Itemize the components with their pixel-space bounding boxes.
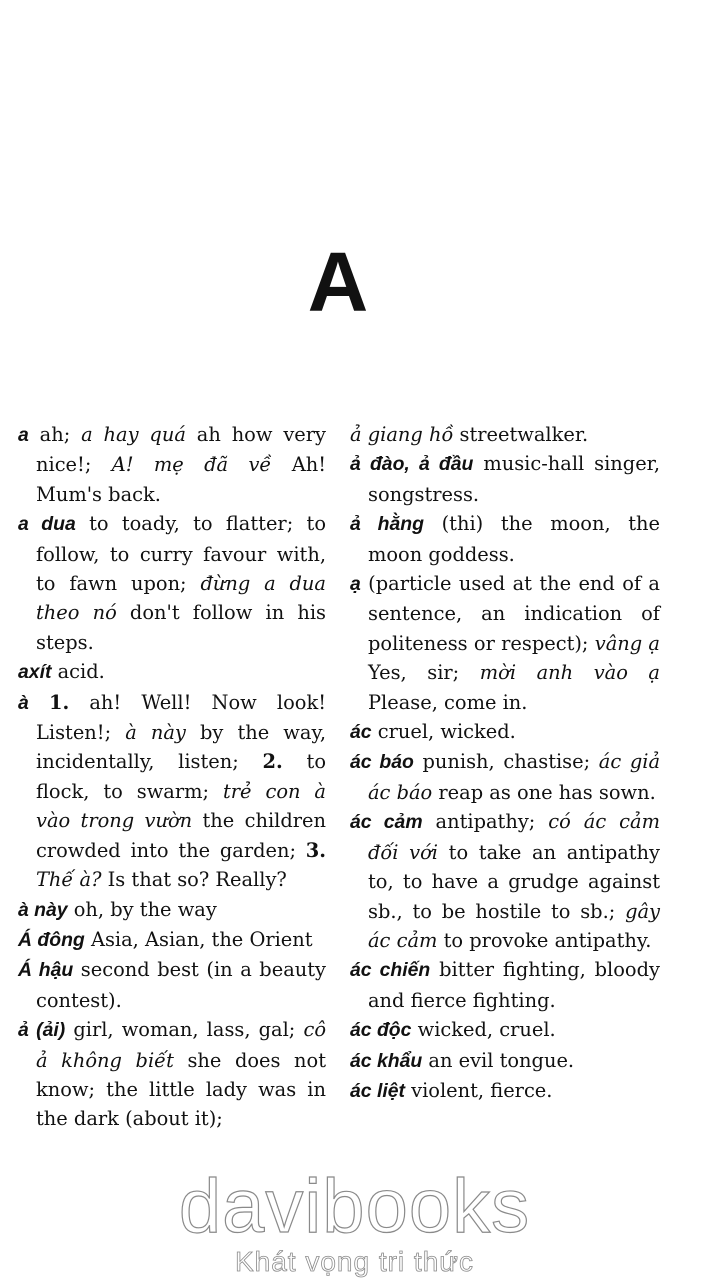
entry-definition: ah how very nice!; (36, 423, 326, 477)
entry-definition: punish, chastise; (413, 750, 599, 774)
entry-example: trẻ con à vào trong vườn (36, 779, 326, 833)
entry-headword: axít (18, 661, 52, 684)
entry-headword: ác liệt (350, 1079, 405, 1102)
entry-definition: Please, come in. (368, 690, 528, 714)
entry-headword: a (18, 424, 29, 446)
entry-headword: ả hằng (350, 513, 424, 536)
entry-example: cô ả không biết (36, 1018, 326, 1072)
entry-definition: Asia, Asian, the Orient (84, 927, 313, 951)
watermark-tagline: Khát vọng tri thức (234, 1246, 475, 1277)
entry-definition: ah! Well! Now look! Listen!; (36, 690, 326, 745)
entry-headword: ả đào, ả đầu (350, 453, 474, 476)
dictionary-column-right (350, 420, 660, 1106)
dictionary-entry (350, 509, 660, 569)
entry-definition: Ah! Mum's back. (36, 453, 326, 506)
entry-definition: girl, woman, lass, gal; (65, 1018, 304, 1042)
entry-definition: violent, fierce. (404, 1078, 553, 1102)
entry-headword: ác cảm (350, 811, 423, 834)
entry-headword: a dua (18, 513, 76, 536)
dictionary-entry (18, 509, 326, 657)
dictionary-column-left (18, 420, 326, 1134)
dictionary-entry (350, 569, 660, 717)
entry-definition: oh, by the way (67, 897, 217, 921)
entry-definition: to take an antipathy to, to have a grudge against sb., to be hostile to sb.; (368, 840, 660, 923)
entry-definition: don't follow in his steps. (36, 601, 326, 654)
entry-definition: second best (in a beauty contest). (36, 958, 326, 1012)
dictionary-entry (350, 717, 660, 747)
section-letter-heading: A (307, 235, 369, 329)
watermark-logo: davibooks (178, 1164, 531, 1249)
entry-headword: Á đông (18, 928, 85, 951)
entry-headword: ác (350, 721, 372, 744)
entry-definition: to flock, to swarm; (36, 750, 326, 803)
entry-definition: antipathy; (422, 810, 549, 834)
entry-definition: acid. (51, 660, 105, 684)
entry-definition: to provoke antipathy. (437, 928, 652, 952)
dictionary-entry (18, 925, 326, 955)
entry-headword: à (18, 691, 29, 714)
entry-definition: Yes, sir; (368, 661, 480, 685)
entry-definition: wicked, cruel. (411, 1018, 556, 1042)
dictionary-entry (350, 420, 660, 449)
dictionary-entry (18, 420, 326, 509)
entry-example: a hay quá (81, 423, 186, 446)
entry-headword: Á hậu (18, 959, 74, 982)
sense-number: 3. (305, 838, 326, 862)
entry-example: có ác cảm đối với (368, 810, 660, 864)
sense-number: 2. (262, 750, 283, 774)
entry-definition: streetwalker. (453, 423, 589, 446)
entry-headword: ạ (350, 573, 361, 596)
dictionary-entry (18, 1015, 326, 1134)
entry-headword: ác báo (350, 751, 414, 774)
dictionary-entry (18, 895, 326, 925)
dictionary-entry (350, 955, 660, 1015)
dictionary-entry (18, 955, 326, 1015)
entry-headword: ác khẩu (350, 1049, 423, 1072)
entry-definition: (particle used at the end of a sentence, an indication of politeness or respect); (360, 572, 660, 655)
sense-number: 1. (48, 690, 70, 714)
entry-example: à này (125, 721, 186, 745)
dictionary-entry (350, 449, 660, 509)
entry-example: Thế à? (36, 868, 102, 892)
dictionary-entry (350, 1015, 660, 1045)
entry-definition: reap as one has sown. (432, 780, 656, 804)
entry-headword: ác chiến (350, 959, 431, 982)
entry-definition: cruel, wicked. (371, 720, 516, 744)
entry-definition: the children crowded into the garden; (36, 809, 326, 862)
entry-definition: to toady, to flatter; to follow, to curry favour with, to fawn upon; (36, 512, 326, 596)
entry-definition (29, 691, 49, 714)
entry-definition: (thi) the moon, the moon goddess. (368, 512, 660, 566)
entry-example: đừng a dua theo nó (36, 572, 326, 625)
entry-example: ả giang hồ (350, 423, 454, 446)
entry-example: gây ác cảm (368, 899, 660, 952)
entry-example: mời anh vào ạ (479, 661, 660, 685)
entry-definition: ah; (28, 423, 82, 446)
dictionary-entry (18, 688, 326, 895)
entry-definition: she does not know; the little lady was in the dark (about it); (36, 1048, 326, 1131)
entry-definition: music-hall singer, songstress. (368, 452, 660, 506)
dictionary-entry (350, 1046, 660, 1076)
entry-headword: à này (18, 898, 68, 921)
entry-example: vâng ạ (594, 631, 660, 655)
dictionary-entry (350, 1076, 660, 1106)
entry-example: ác giả ác báo (368, 750, 660, 804)
entry-example: A! mẹ đã về (111, 453, 272, 477)
dictionary-entry (350, 747, 660, 807)
entry-headword: ác độc (350, 1019, 412, 1042)
entry-definition: an evil tongue. (422, 1048, 575, 1072)
entry-definition: bitter fighting, bloody and fierce fighting. (368, 958, 660, 1012)
dictionary-entry (350, 807, 660, 955)
entry-headword: ả (ải) (18, 1019, 66, 1042)
entry-definition: Is that so? Really? (101, 868, 287, 892)
dictionary-entry (18, 657, 326, 687)
entry-definition: by the way, incidentally, listen; (36, 721, 326, 774)
